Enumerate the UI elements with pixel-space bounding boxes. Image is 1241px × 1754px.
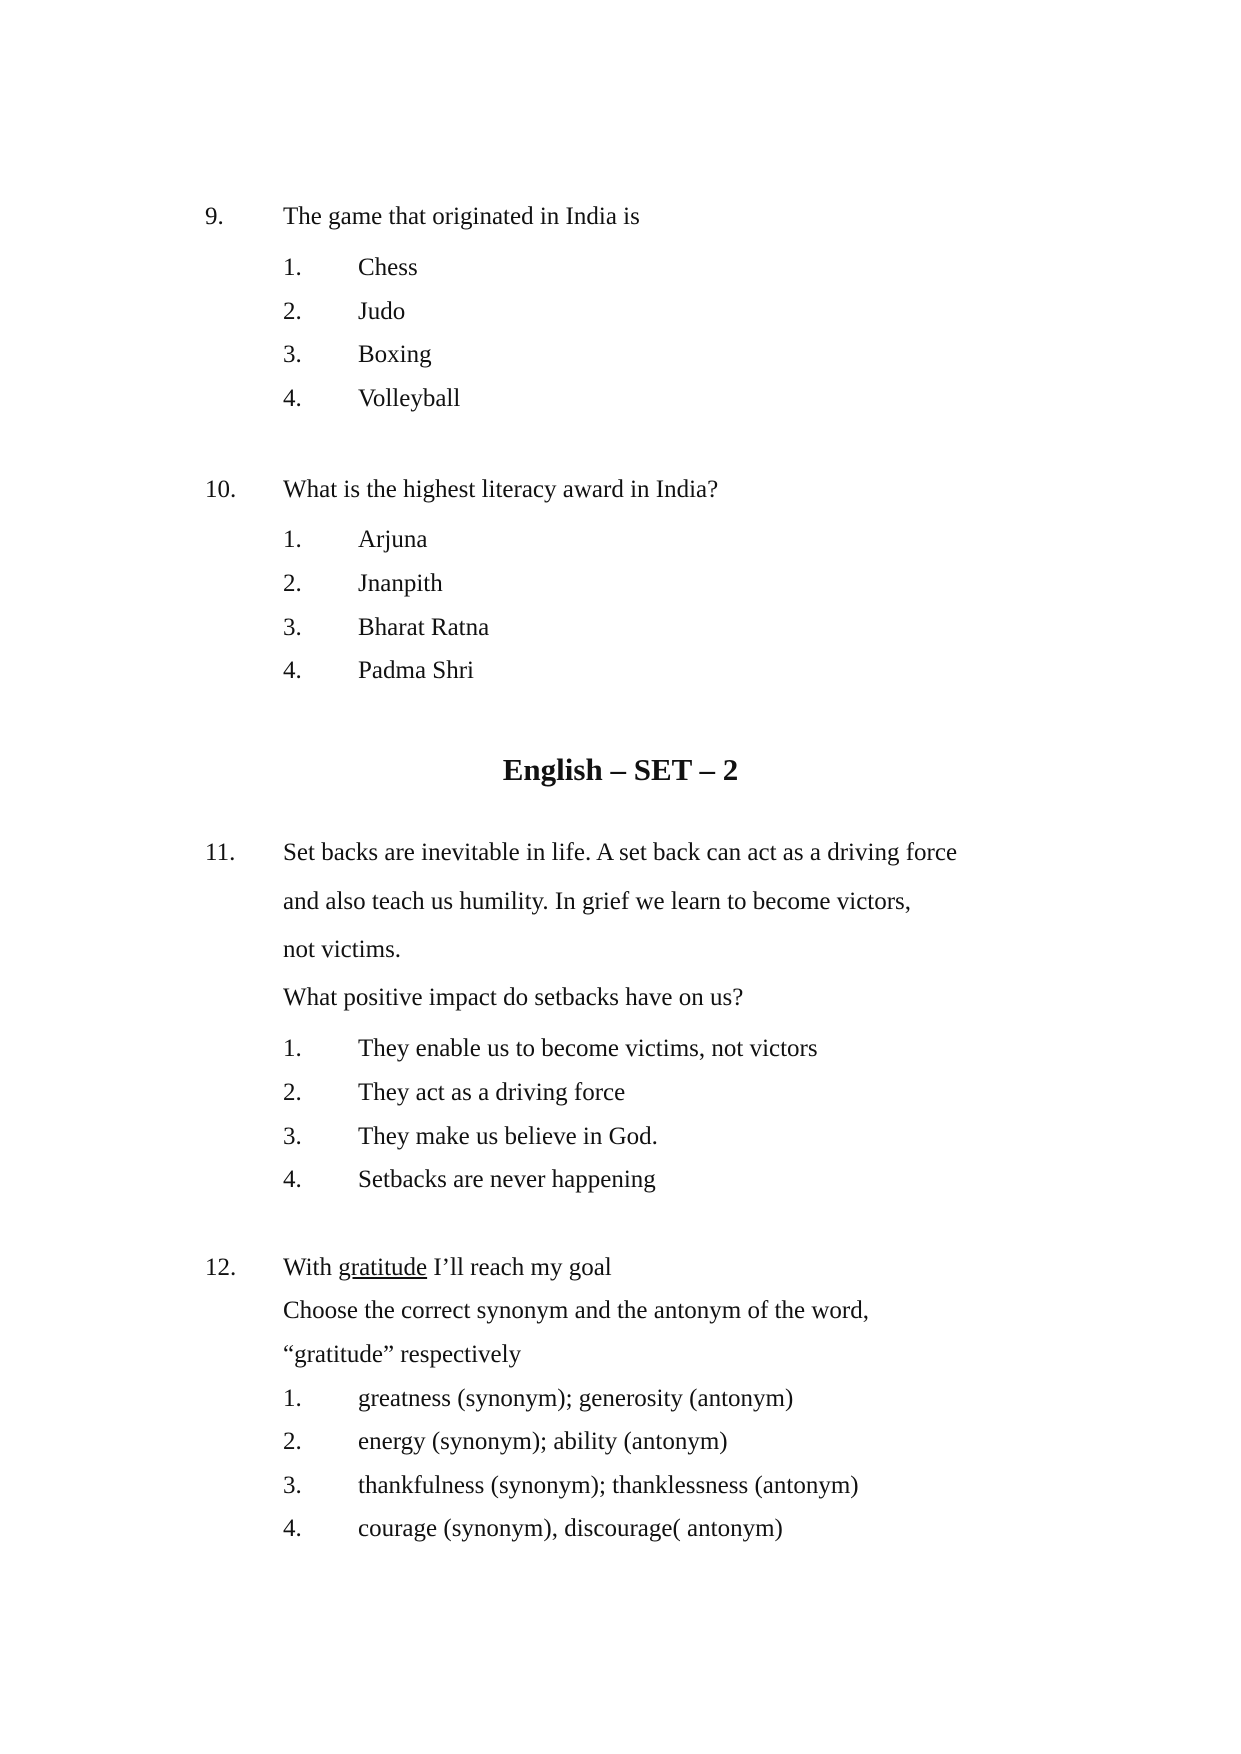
option-text: greatness (synonym); generosity (antonym) — [358, 1385, 794, 1412]
option-text: Arjuna — [358, 526, 428, 553]
option-number: 3. — [283, 1123, 302, 1150]
option-number: 2. — [283, 570, 302, 597]
option-text: Volleyball — [358, 385, 461, 412]
option-text: Judo — [358, 298, 406, 325]
question-number: 12. — [205, 1254, 237, 1281]
option-text: Setbacks are never happening — [358, 1166, 656, 1193]
option-number: 3. — [283, 341, 302, 368]
question-number: 11. — [205, 839, 236, 866]
instruction-line: “gratitude” respectively — [283, 1341, 522, 1368]
option-text: Boxing — [358, 341, 432, 368]
instruction-line: Choose the correct synonym and the antonym of the word, — [283, 1297, 869, 1324]
question-number: 10. — [205, 476, 237, 503]
option-text: Padma Shri — [358, 657, 474, 684]
passage-line: not victims. — [283, 936, 402, 963]
question-sentence — [283, 1255, 612, 1280]
question-stem: What positive impact do setbacks have on us? — [283, 984, 744, 1011]
option-text: They enable us to become victims, not victors — [358, 1035, 818, 1062]
option-number: 2. — [283, 1079, 302, 1106]
section-heading: English – SET – 2 — [502, 752, 739, 787]
option-text: Jnanpith — [358, 570, 443, 597]
option-number: 4. — [283, 1515, 302, 1542]
option-number: 4. — [283, 385, 302, 412]
option-number: 1. — [283, 1035, 302, 1062]
question-stem: What is the highest literacy award in India? — [283, 476, 719, 503]
passage-line: Set backs are inevitable in life. A set back can act as a driving force — [283, 839, 958, 866]
option-number: 1. — [283, 526, 302, 553]
option-number: 3. — [283, 1472, 302, 1499]
passage-line: and also teach us humility. In grief we learn to become victors, — [283, 888, 912, 915]
question-number: 9. — [205, 203, 224, 230]
option-number: 1. — [283, 1385, 302, 1412]
option-number: 4. — [283, 1166, 302, 1193]
option-text: Bharat Ratna — [358, 614, 490, 641]
option-number: 2. — [283, 298, 302, 325]
option-text: energy (synonym); ability (antonym) — [358, 1428, 728, 1455]
underlined-word: gratitude — [338, 1254, 428, 1281]
option-text: thankfulness (synonym); thanklessness (antonym) — [358, 1472, 859, 1499]
question-stem: The game that originated in India is — [283, 203, 640, 230]
option-text: Chess — [358, 254, 418, 281]
sentence-suffix: I’ll reach my goal — [427, 1254, 612, 1281]
option-number: 4. — [283, 657, 302, 684]
option-text: They make us believe in God. — [358, 1123, 658, 1150]
sentence-prefix: With — [283, 1254, 339, 1281]
option-text: courage (synonym), discourage( antonym) — [358, 1515, 783, 1542]
option-number: 2. — [283, 1428, 302, 1455]
option-number: 1. — [283, 254, 302, 281]
option-number: 3. — [283, 614, 302, 641]
option-text: They act as a driving force — [358, 1079, 626, 1106]
